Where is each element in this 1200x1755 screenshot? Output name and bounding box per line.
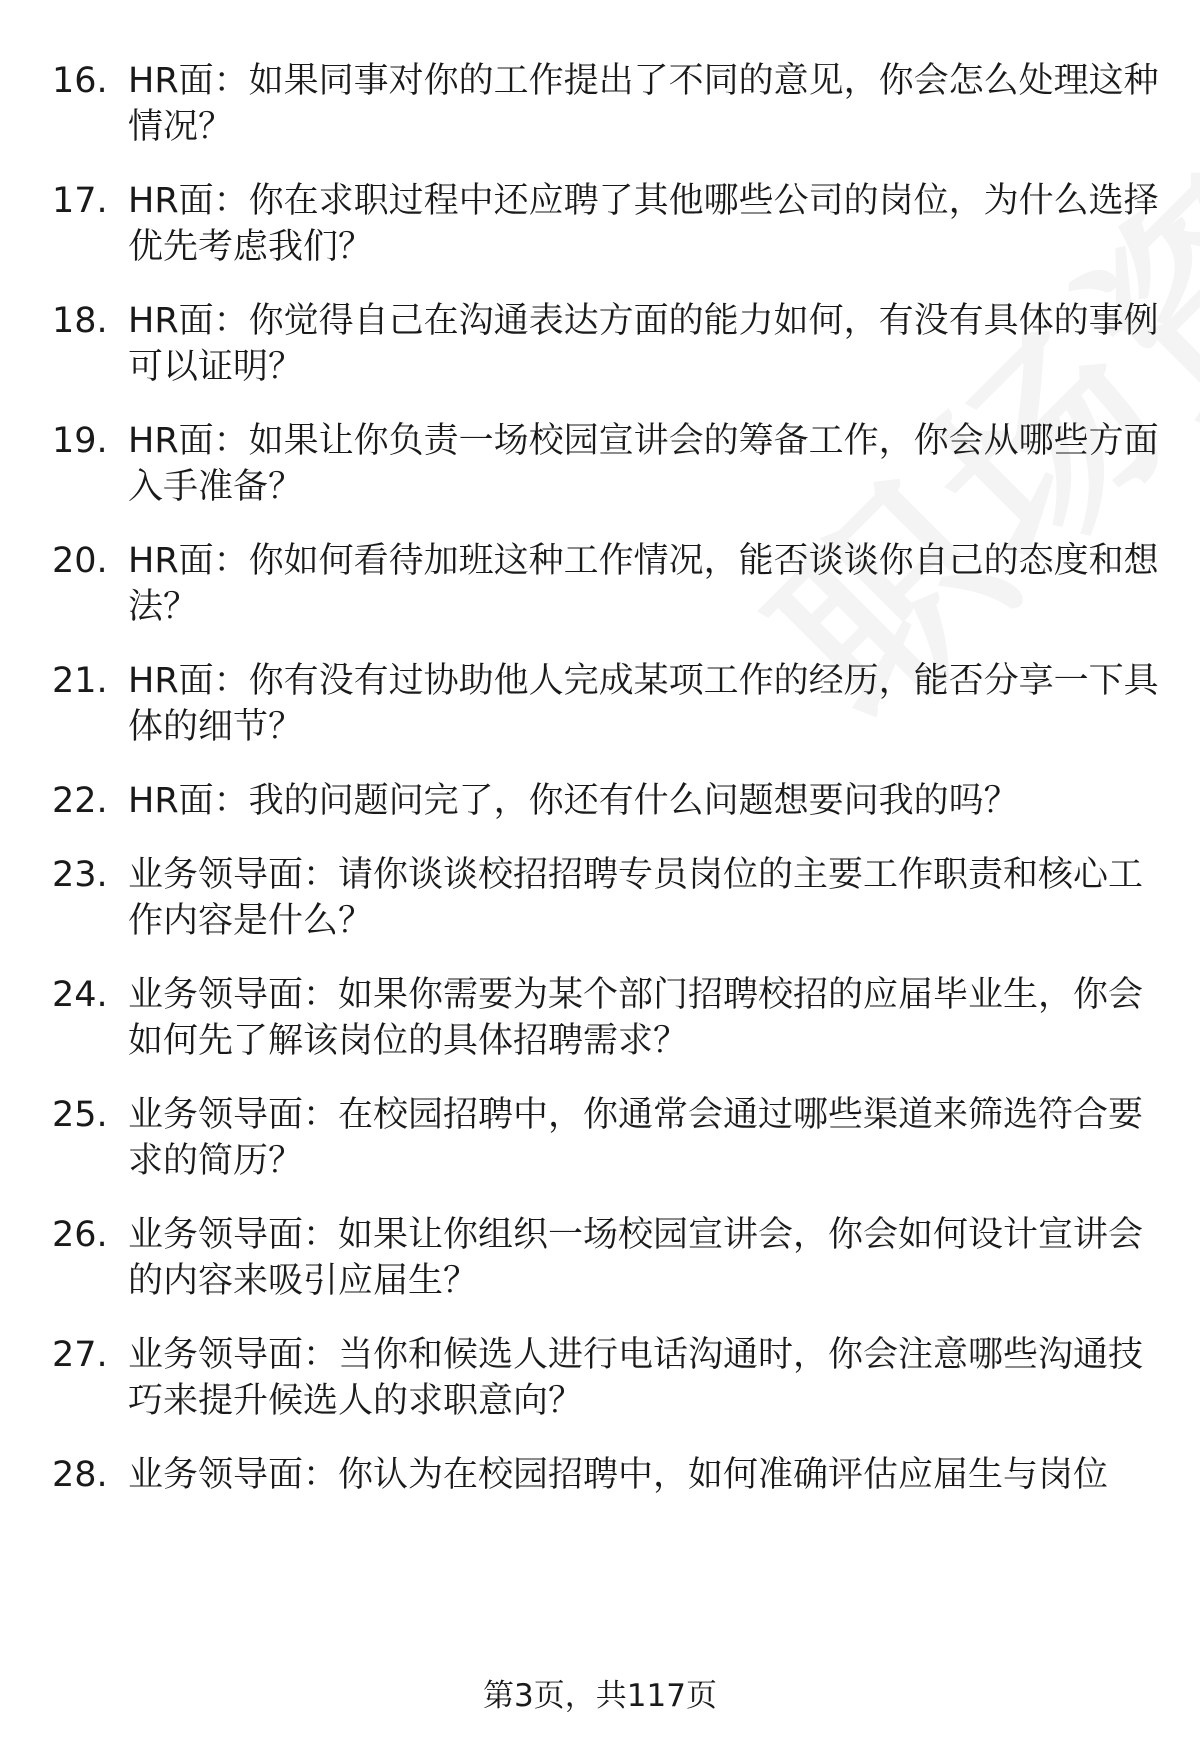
item-text: 业务领导面：当你和候选人进行电话沟通时，你会注意哪些沟通技巧来提升候选人的求职意向？ xyxy=(128,1335,1144,1421)
item-text: HR面：你如何看待加班这种工作情况，能否谈谈你自己的态度和想法？ xyxy=(128,541,1159,627)
item-text: 业务领导面：在校园招聘中，你通常会通过哪些渠道来筛选符合要求的简历？ xyxy=(128,1095,1144,1181)
list-item xyxy=(52,972,1162,1064)
item-text: HR面：如果同事对你的工作提出了不同的意见，你会怎么处理这种情况？ xyxy=(128,61,1159,147)
list-item xyxy=(52,298,1162,390)
list-item xyxy=(52,1332,1162,1424)
item-number: 18. xyxy=(52,301,108,341)
item-text: 业务领导面：如果让你组织一场校园宣讲会，你会如何设计宣讲会的内容来吸引应届生？ xyxy=(128,1215,1144,1301)
page-footer: 第3页，共117页 xyxy=(483,1678,717,1714)
item-text: HR面：你有没有过协助他人完成某项工作的经历，能否分享一下具体的细节？ xyxy=(128,661,1159,747)
item-number: 16. xyxy=(52,61,108,101)
item-text: HR面：如果让你负责一场校园宣讲会的筹备工作，你会从哪些方面入手准备？ xyxy=(128,421,1159,507)
list-item xyxy=(52,1452,1162,1498)
item-text: 业务领导面：你认为在校园招聘中，如何准确评估应届生与岗位 xyxy=(128,1455,1109,1495)
item-number: 25. xyxy=(52,1095,108,1135)
item-number: 28. xyxy=(52,1455,108,1495)
list-item xyxy=(52,852,1162,944)
item-text: HR面：你在求职过程中还应聘了其他哪些公司的岗位，为什么选择优先考虑我们？ xyxy=(128,181,1159,267)
list-item xyxy=(52,778,1162,824)
item-number: 23. xyxy=(52,855,108,895)
item-number: 21. xyxy=(52,661,108,701)
item-number: 19. xyxy=(52,421,108,461)
list-item xyxy=(52,1212,1162,1304)
list-item xyxy=(52,658,1162,750)
item-number: 27. xyxy=(52,1335,108,1375)
item-text: 业务领导面：请你谈谈校招招聘专员岗位的主要工作职责和核心工作内容是什么？ xyxy=(128,855,1144,941)
item-number: 24. xyxy=(52,975,108,1015)
list-item xyxy=(52,538,1162,630)
item-number: 17. xyxy=(52,181,108,221)
list-item xyxy=(52,418,1162,510)
list-item xyxy=(52,178,1162,270)
item-number: 20. xyxy=(52,541,108,581)
item-text: HR面：我的问题问完了，你还有什么问题想要问我的吗？ xyxy=(128,781,1019,821)
list-item xyxy=(52,58,1162,150)
list-item xyxy=(52,1092,1162,1184)
item-text: HR面：你觉得自己在沟通表达方面的能力如何，有没有具体的事例可以证明？ xyxy=(128,301,1159,387)
item-text: 业务领导面：如果你需要为某个部门招聘校招的应届毕业生，你会如何先了解该岗位的具体招聘需求？ xyxy=(128,975,1144,1061)
item-number: 22. xyxy=(52,781,108,821)
item-number: 26. xyxy=(52,1215,108,1255)
question-list xyxy=(52,58,1162,1526)
